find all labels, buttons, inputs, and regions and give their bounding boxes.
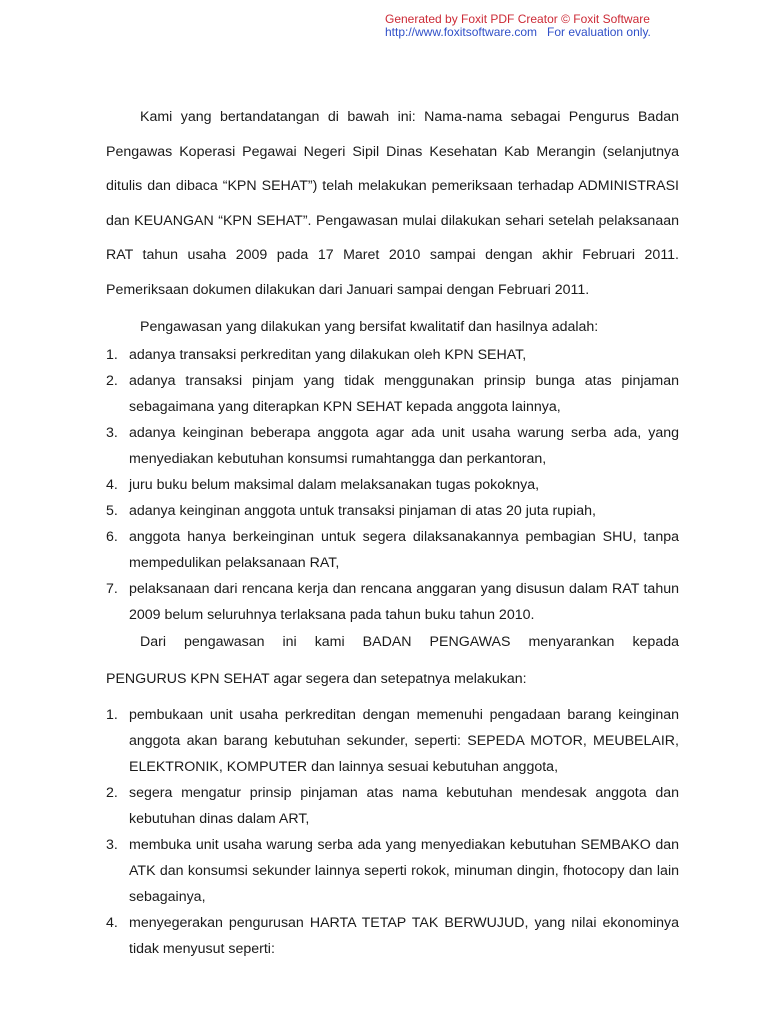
list-item: 6. anggota hanya berkeinginan untuk segera dilaksanakannya pembagian SHU, tanpa mempedulikan pelaksanaan RAT, — [106, 528, 679, 571]
watermark-line-1: Generated by Foxit PDF Creator © Foxit Software — [385, 12, 650, 26]
recommendation-intro-line-1: Dari pengawasan ini kami BADAN PENGAWAS menyarankan kepada — [140, 633, 679, 650]
list-item: 1. adanya transaksi perkreditan yang dilakukan oleh KPN SEHAT, — [106, 346, 527, 363]
list-item: 5. adanya keinginan anggota untuk transaksi pinjaman di atas 20 juta rupiah, — [106, 502, 596, 519]
list-item: 7. pelaksanaan dari rencana kerja dan rencana anggaran yang disusun dalam RAT tahun 2009 belum seluruhnya terlaksana pada tahun buku tahun 2010. — [106, 580, 679, 623]
intro-paragraph: Kami yang bertandatangan di bawah ini: Nama-nama sebagai Pengurus Badan Pengawas Koperasi Pegawai Negeri Sipil Dinas Kesehatan Kab Merangin (selanjutnya ditulis dan dibaca “KPN SEHAT”) telah melakukan pemeriksaan terhadap ADMINISTRASI dan KEUANGAN “KPN SEHAT”. Pengawasan mulai dilakukan sehari setelah pelaksanaan RAT tahun usaha 2009 pada 17 Maret 2010 sampai dengan akhir Februari 2011. Pemeriksaan dokumen dilakukan dari Januari sampai dengan Februari 2011. — [106, 109, 679, 298]
list-item: 1. pembukaan unit usaha perkreditan dengan memenuhi pengadaan barang keinginan anggota akan barang kebutuhan sekunder, seperti: SEPEDA MOTOR, MEUBELAIR, ELEKTRONIK, KOMPUTER dan lainnya sesuai kebutuhan anggota, — [106, 706, 679, 775]
findings-intro: Pengawasan yang dilakukan yang bersifat kwalitatif dan hasilnya adalah: — [140, 318, 599, 335]
list-item: 3. adanya keinginan beberapa anggota agar ada unit usaha warung serba ada, yang menyediakan kebutuhan konsumsi rumahtangga dan perkantoran, — [106, 424, 679, 467]
watermark-line-2: http://www.foxitsoftware.com For evaluation only. — [385, 25, 651, 39]
list-item: 3. membuka unit usaha warung serba ada yang menyediakan kebutuhan SEMBAKO dan ATK dan konsumsi sekunder lainnya seperti rokok, minuman dingin, fhotocopy dan lain sebagainya, — [106, 836, 679, 905]
list-item: 2. segera mengatur prinsip pinjaman atas nama kebutuhan mendesak anggota dan kebutuhan dinas dalam ART, — [106, 784, 679, 827]
findings-list — [106, 342, 679, 628]
list-item: 2. adanya transaksi pinjam yang tidak menggunakan prinsip bunga atas pinjaman sebagaimana yang diterapkan KPN SEHAT kepada anggota lainnya, — [106, 372, 679, 415]
list-item: 4. juru buku belum maksimal dalam melaksanakan tugas pokoknya, — [106, 476, 540, 493]
list-item: 4. menyegerakan pengurusan HARTA TETAP TAK BERWUJUD, yang nilai ekonominya tidak menyusut seperti: — [106, 914, 679, 957]
recommendations-list — [106, 702, 679, 962]
document-body — [106, 100, 679, 962]
recommendation-intro-line-2: PENGURUS KPN SEHAT agar segera dan setepatnya melakukan: — [106, 670, 527, 687]
foxit-watermark — [385, 13, 651, 39]
